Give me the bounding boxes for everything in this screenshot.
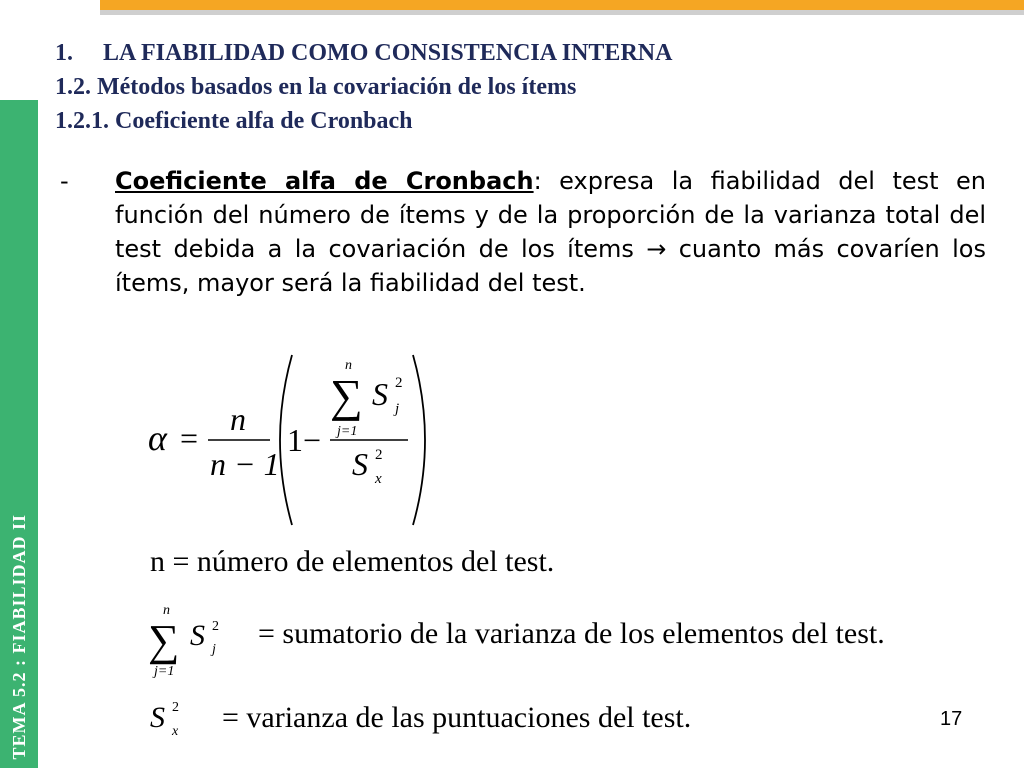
variance-symbol-group — [148, 693, 218, 743]
sum-symbol: ∑ — [148, 616, 180, 665]
heading-3: 1.2.1. Coeficiente alfa de Cronbach — [55, 108, 413, 134]
var-s-sub: x — [172, 724, 179, 739]
definition-paragraph — [60, 164, 986, 300]
sum-upper: n — [163, 603, 170, 618]
heading-1-text: LA FIABILIDAD COMO CONSISTENCIA INTERNA — [103, 40, 673, 66]
formula-s-j: S — [372, 376, 388, 412]
paragraph-text: : expresa la fiabilidad del test en función del número de ítems y de la proporción de la varianza total del test debida a la covariación de los ítems → cuanto más covaríen los ítems, mayor será la fiabilidad del test. — [115, 167, 987, 297]
formula-equals: = — [180, 420, 199, 456]
sum-lower: j=1 — [154, 664, 175, 679]
sum-s-exp: 2 — [212, 619, 219, 634]
definition-variance: = varianza de las puntuaciones del test. — [222, 701, 692, 734]
side-label: TEMA 5.2 : FIABILIDAD II — [8, 514, 29, 760]
sum-s-sub: j — [212, 642, 216, 657]
page-number: 17 — [940, 708, 963, 730]
var-s: S — [150, 701, 165, 734]
formula-sum-upper: n — [345, 358, 352, 373]
slide-headings — [55, 36, 672, 138]
formula-n-denominator: n − 1 — [210, 446, 280, 482]
formula-s-x-sub: x — [375, 471, 382, 487]
side-label-container — [0, 100, 38, 768]
formula-s-x-exp: 2 — [375, 447, 383, 463]
heading-2: 1.2. Métodos basados en la covariación de los ítems — [55, 74, 577, 100]
top-accent-bar — [100, 0, 1024, 10]
bullet-dash: - — [60, 167, 69, 195]
formula-s-x: S — [352, 446, 368, 482]
formula-s-j-exp: 2 — [395, 375, 403, 391]
definition-n: n = número de elementos del test. — [150, 545, 555, 578]
var-s-exp: 2 — [172, 700, 179, 715]
formula-right-paren — [413, 355, 425, 525]
sum-s: S — [190, 619, 205, 652]
cronbach-alpha-formula — [140, 345, 470, 535]
formula-alpha: α — [148, 418, 167, 458]
formula-sum-symbol: ∑ — [330, 370, 363, 421]
sum-symbol-group — [148, 600, 258, 680]
formula-one-minus: 1− — [287, 422, 322, 458]
definition-sum: = sumatorio de la varianza de los elementos del test. — [258, 617, 885, 650]
heading-1-number: 1. — [55, 40, 73, 66]
paragraph-body — [115, 164, 986, 300]
formula-s-j-sub: j — [395, 401, 400, 417]
formula-n-numerator: n — [230, 401, 246, 437]
top-accent-shadow — [100, 10, 1024, 15]
paragraph-term: Coeficiente alfa de Cronbach — [115, 167, 534, 195]
formula-sum-lower: j=1 — [337, 424, 358, 439]
heading-1 — [55, 36, 672, 70]
